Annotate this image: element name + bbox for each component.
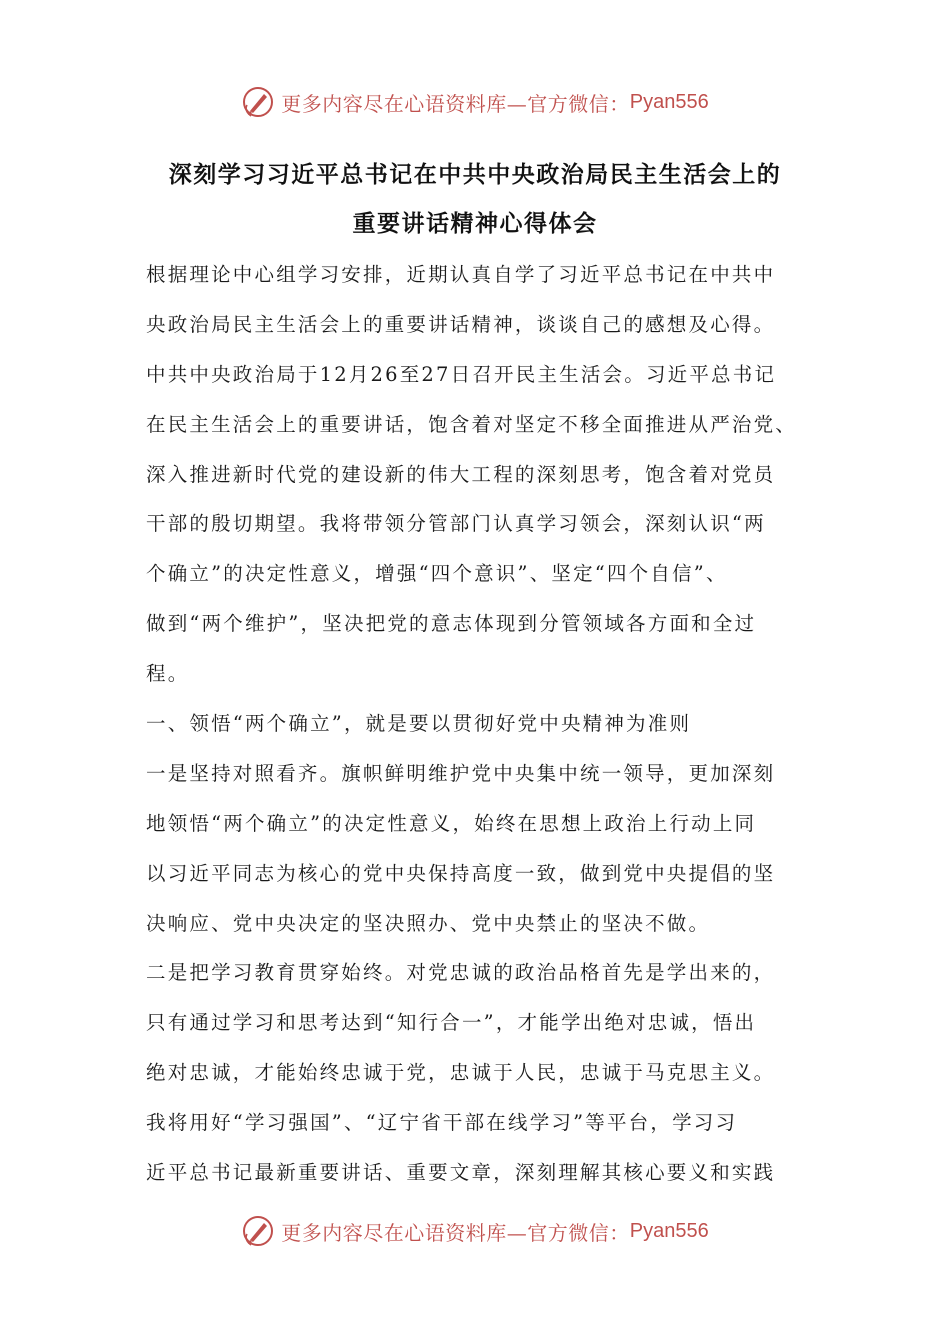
text-line: 程。 (146, 662, 190, 686)
text-line: 决响应、党中央决定的坚决照办、党中央禁止的坚决不做。 (146, 911, 711, 935)
document-title-line-2: 重要讲话精神心得体会 (352, 211, 598, 237)
pen-logo-icon (241, 1214, 275, 1248)
text-line: 二是把学习教育贯穿始终。对党忠诚的政治品格首先是学出来的， (146, 961, 776, 985)
text-line: 个确立”的决定性意义，增强“四个意识”、坚定“四个自信”、 (146, 562, 728, 586)
text-line: 近平总书记最新重要讲话、重要文章，深刻理解其核心要义和实践 (146, 1161, 776, 1185)
text-line: 地领悟“两个确立”的决定性意义，始终在思想上政治上行动上同 (146, 811, 757, 835)
watermark-id: Pyan556 (629, 90, 709, 113)
text-line: 一是坚持对照看齐。旗帜鲜明维护党中央集中统一领导，更加深刻 (146, 761, 776, 785)
text-line: 只有通过学习和思考达到“知行合一”，才能学出绝对忠诚，悟出 (146, 1011, 757, 1035)
text-line: 深入推进新时代党的建设新的伟大工程的深刻思考，饱含着对党员 (146, 462, 776, 486)
watermark-text: 更多内容尽在心语资料库—官方微信： (281, 1220, 630, 1245)
header-watermark (0, 82, 950, 122)
text-line: 以习近平同志为核心的党中央保持高度一致，做到党中央提倡的坚 (146, 861, 776, 885)
pen-logo-icon (241, 85, 275, 119)
text-line: 中共中央政治局于12月26至27日召开民主生活会。习近平总书记 (146, 362, 777, 386)
document-title-line-1: 深刻学习习近平总书记在中共中央政治局民主生活会上的 (168, 162, 782, 188)
text-line: 央政治局民主生活会上的重要讲话精神，谈谈自己的感想及心得。 (146, 312, 776, 336)
text-line: 绝对忠诚，才能始终忠诚于党，忠诚于人民，忠诚于马克思主义。 (146, 1061, 776, 1085)
text-line: 在民主生活会上的重要讲话，饱含着对坚定不移全面推进从严治党、 (146, 412, 798, 436)
text-line: 做到“两个维护”，坚决把党的意志体现到分管领域各方面和全过 (146, 612, 757, 636)
text-line: 我将用好“学习强国”、“辽宁省干部在线学习”等平台，学习习 (146, 1111, 738, 1135)
watermark-id: Pyan556 (629, 1219, 709, 1242)
watermark-text: 更多内容尽在心语资料库—官方微信： (281, 91, 630, 116)
text-line: 干部的殷切期望。我将带领分管部门认真学习领会，深刻认识“两 (146, 512, 766, 536)
footer-watermark (0, 1211, 950, 1251)
document-body (146, 250, 826, 1198)
text-line: 根据理论中心组学习安排，近期认真自学了习近平总书记在中共中 (146, 263, 776, 286)
section-heading: 一、领悟“两个确立”，就是要以贯彻好党中央精神为准则 (146, 712, 692, 736)
